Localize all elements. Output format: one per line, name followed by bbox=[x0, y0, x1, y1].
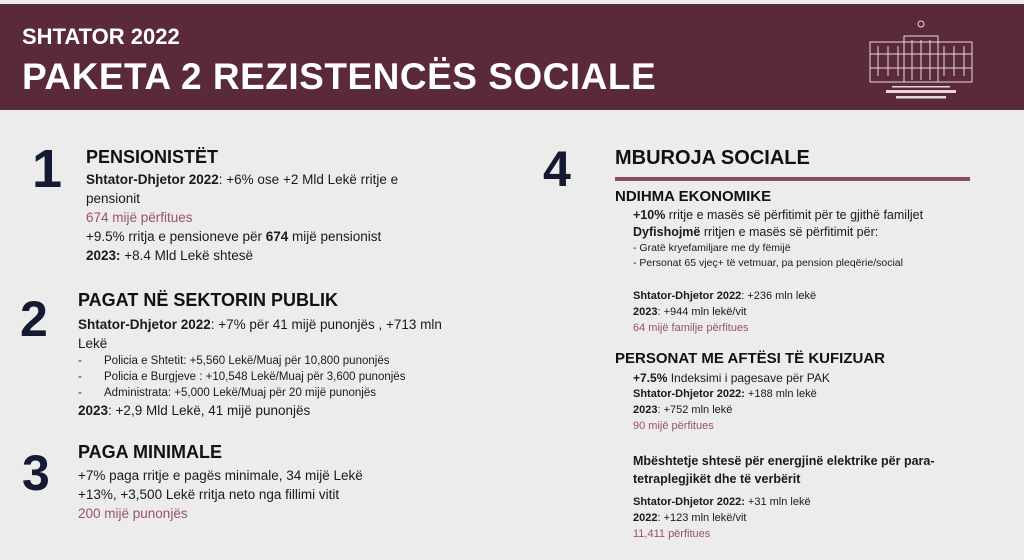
list-item: Policia e Burgjeve : +10,548 Lekë/Muaj për 3,600 punonjës bbox=[104, 371, 406, 383]
header-title: PAKETA 2 REZISTENCËS SOCIALE bbox=[22, 56, 657, 97]
section-number-4: 4 bbox=[543, 141, 571, 197]
subsection-ndihma: NDIHMA EKONOMIKE +10% rritje e masës së përfitimit për te gjithë familjet Dyfishojmë rritjen e masës së përfitimit për: - Gratë kryefamiljare me dy fëmijë - Personat 65 vjeç+ të vetmuar, pa pension pleqërie/social Shtator-Dhjetor 2022: +236 mln lekë 2023: +944 mln lekë/vit 64 mijë familje përfitues bbox=[615, 188, 924, 334]
subsection-energji: Mbështetje shtesë për energjinë elektrike për para- tetraplegjikët dhe të verbërit Shtator-Dhjetor 2022: +31 mln lekë 2022: +123 mln lekë/vit 11,411 përfitues bbox=[633, 454, 935, 540]
list-item: - Personat 65 vjeç+ të vetmuar, pa pension pleqërie/social bbox=[633, 257, 903, 269]
section-title: PAGAT NË SEKTORIN PUBLIK bbox=[78, 290, 339, 310]
list-item: Policia e Shtetit: +5,560 Lekë/Muaj për 10,800 punonjës bbox=[104, 355, 390, 367]
list-item: - Gratë kryefamiljare me dy fëmijë bbox=[633, 242, 791, 254]
divider bbox=[615, 177, 970, 181]
ministry-logo bbox=[862, 14, 980, 102]
section-number-2: 2 bbox=[20, 291, 48, 347]
subsection-pak: PERSONAT ME AFTËSI TË KUFIZUAR +7.5% Indeksimi i pagesave për PAK Shtator-Dhjetor 2022: +188 mln lekë 2023: +752 mln lekë 90 mijë përfitues bbox=[615, 350, 885, 432]
section-title: PAGA MINIMALE bbox=[78, 442, 222, 462]
section-title: PENSIONISTËT bbox=[86, 147, 219, 167]
section-number-3: 3 bbox=[22, 445, 50, 501]
section-title: MBUROJA SOCIALE bbox=[615, 147, 810, 169]
list-item: Administrata: +5,000 Lekë/Muaj për 20 mijë punonjës bbox=[104, 387, 377, 399]
section-number-1: 1 bbox=[32, 139, 63, 199]
header-banner bbox=[0, 4, 1024, 110]
section-paga-minimale: PAGA MINIMALE +7% paga rritje e pagës minimale, 34 mijë Lekë +13%, +3,500 Lekë rritja neto nga fillimi vitit 200 mijë punonjës bbox=[78, 442, 363, 521]
header-subtitle: SHTATOR 2022 bbox=[22, 24, 180, 49]
section-pensionistet: PENSIONISTËT Shtator-Dhjetor 2022: +6% ose +2 Mld Lekë rritje e pensionit 674 mijë përfitues +9.5% rritja e pensioneve për 674 mijë pensionist 2023: +8.4 Mld Lekë shtesë bbox=[86, 147, 399, 263]
section-pagat: PAGAT NË SEKTORIN PUBLIK Shtator-Dhjetor 2022: +7% për 41 mijë punonjës , +713 mln Lekë - Policia e Shtetit: +5,560 Lekë/Muaj për 10,800 punonjës - Policia e Burgjeve : +10,548 Lekë/Muaj për 3,600 punonjës - Administrata: +5,000 Lekë/Muaj për 20 mijë punonjës 2023: +2,9 Mld Lekë, 41 mijë punonjës bbox=[78, 290, 442, 418]
